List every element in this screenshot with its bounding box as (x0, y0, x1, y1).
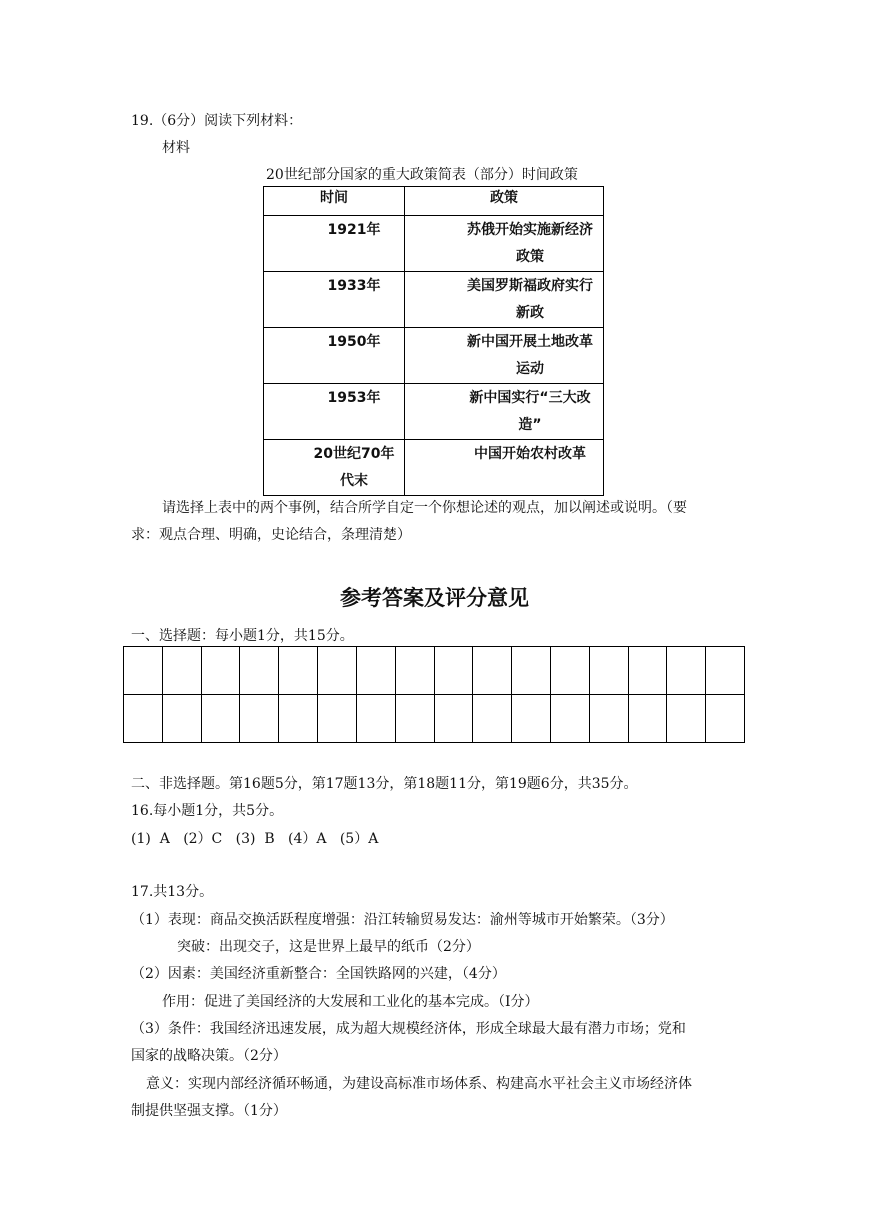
q17-line: 意义：实现内部经济循环畅通，为建设高标准市场体系、构建高水平社会主义市场经济体 (146, 1076, 692, 1092)
row-time: 20世纪70年代末 (313, 446, 395, 489)
answers-title: 参考答案及评分意见 (340, 586, 529, 610)
q16-answers: (1) A (2）C (3) B (4）A (5）A (131, 831, 379, 847)
q17-line: 制提供坚强支撑。（1分） (131, 1103, 287, 1119)
q17-line: 国家的战略决策。（2分） (131, 1048, 287, 1064)
row-time: 1950年 (327, 334, 381, 350)
q17-line: 作用：促进了美国经济的大发展和工业化的基本完成。（I分） (162, 994, 539, 1010)
part-1-header: 一、选择题：每小题1分，共15分。 (131, 628, 354, 644)
table-row (264, 384, 604, 440)
material-label: 材料 (162, 140, 190, 156)
column-header-policy: 政策 (405, 187, 604, 216)
table-row (264, 216, 604, 272)
q17-line: （3）条件：我国经济迅速发展，成为超大规模经济体，形成全球最大最有潜力市场；党和 (131, 1021, 686, 1037)
question-prompt-line-2: 求：观点合理、明确，史论结合，条理清楚） (131, 527, 411, 543)
question-prompt-line-1: 请选择上表中的两个事例，结合所学自定一个你想论述的观点，加以阐述或说明。（要 (162, 500, 687, 516)
row-policy: 中国开始农村改革 (474, 446, 586, 462)
row-policy: 新中国开展土地改革运动 (467, 334, 593, 377)
question-19-header: 19.（6分）阅读下列材料： (131, 113, 303, 129)
q17-line: （1）表现：商品交换活跃程度增强：沿江转输贸易发达：渝州等城市开始繁荣。（3分） (131, 912, 674, 928)
answer-grid-row (124, 647, 745, 695)
q17-line: （2）因素：美国经济重新整合：全国铁路网的兴建，（4分） (131, 966, 506, 982)
q17-line: 突破：出现交子，这是世界上最早的纸币（2分） (177, 939, 480, 955)
table-row (264, 328, 604, 384)
row-time: 1933年 (327, 278, 381, 294)
part-2-header: 二、非选择题。第16题5分，第17题13分，第18题11分，第19题6分，共35分。 (131, 776, 638, 792)
row-policy: 新中国实行“三大改造” (469, 390, 591, 433)
row-time: 1953年 (327, 390, 381, 406)
table-row (264, 272, 604, 328)
answer-grid-row (124, 695, 745, 743)
answer-grid (123, 646, 745, 743)
table-row (264, 440, 604, 496)
row-time: 1921年 (327, 222, 381, 238)
q17-header: 17.共13分。 (131, 884, 214, 900)
q16-header: 16.每小题1分，共5分。 (131, 803, 284, 819)
table-caption: 20世纪部分国家的重大政策简表（部分）时间政策 (266, 167, 578, 183)
column-header-time: 时间 (264, 187, 405, 216)
policy-table (263, 186, 604, 496)
row-policy: 美国罗斯福政府实行新政 (467, 278, 593, 321)
row-policy: 苏俄开始实施新经济政策 (467, 222, 593, 265)
